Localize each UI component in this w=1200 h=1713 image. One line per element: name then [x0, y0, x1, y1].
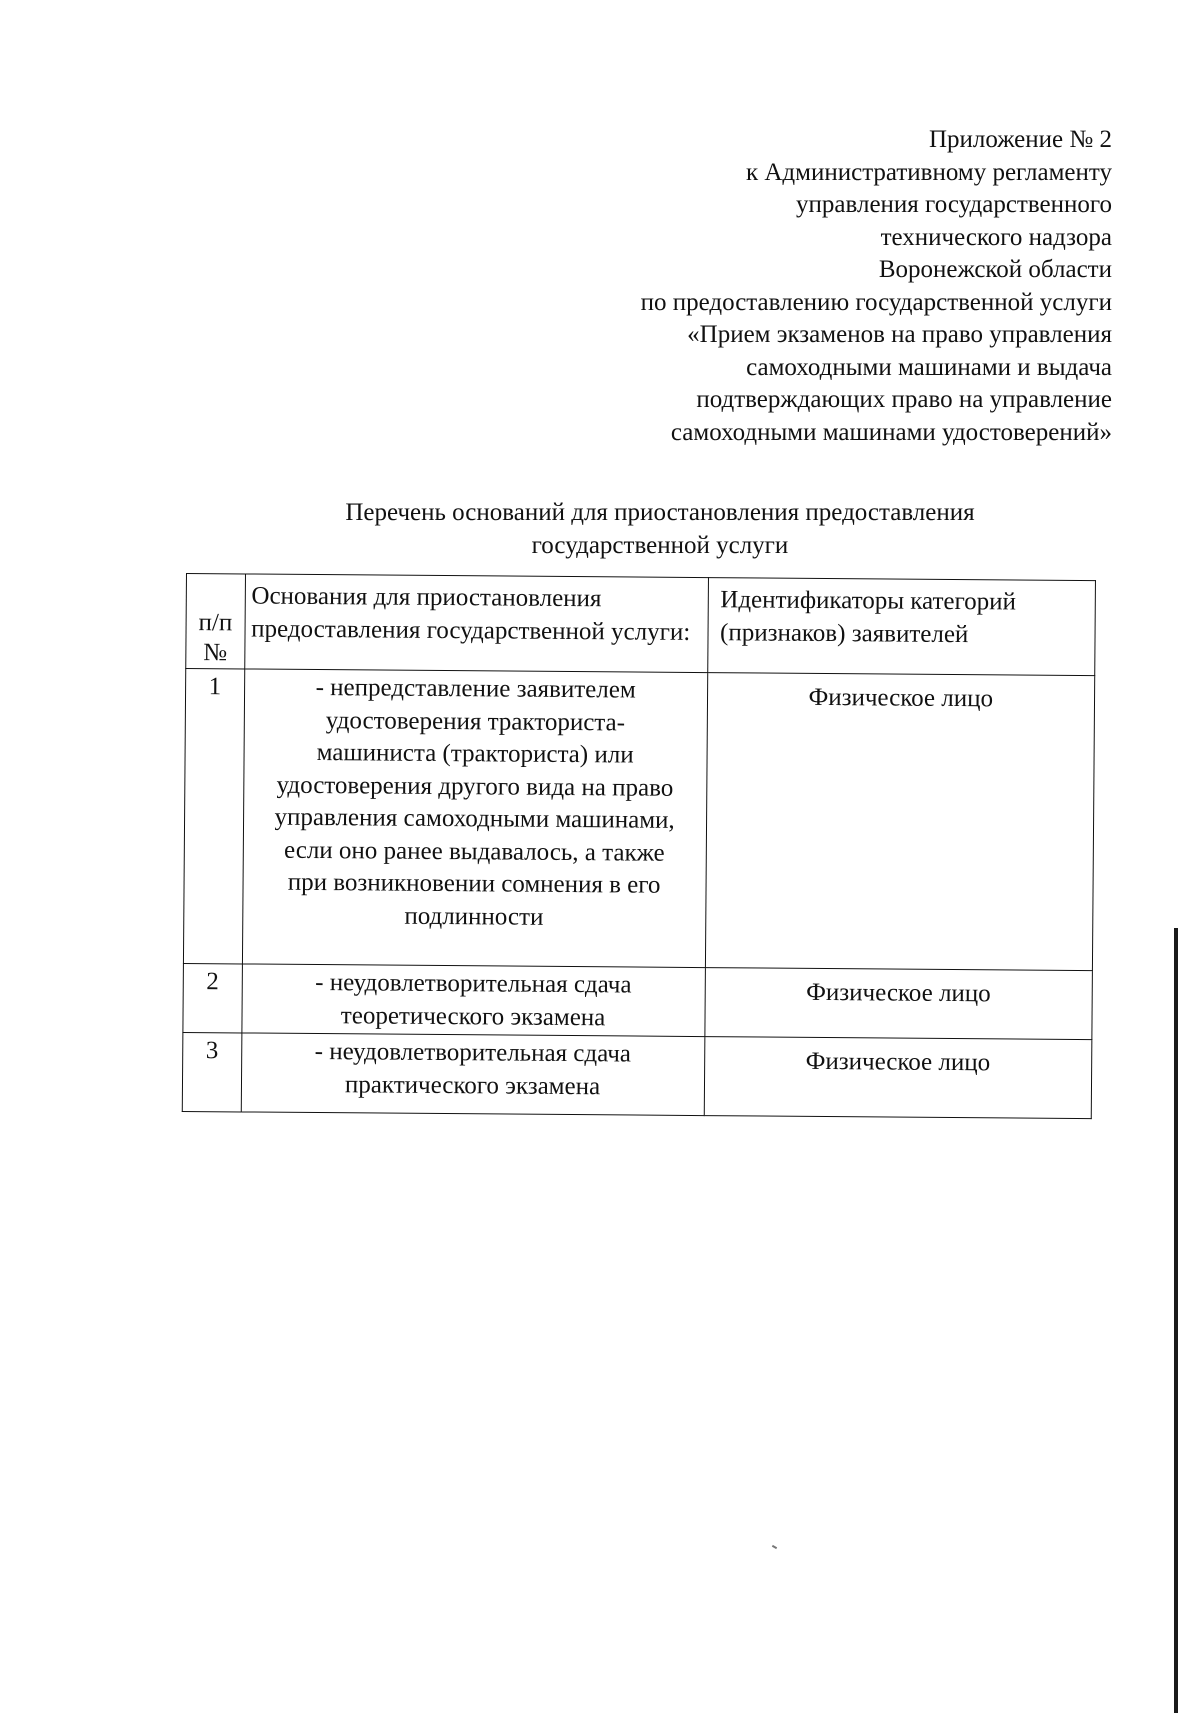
header-line: к Административному регламенту [745, 158, 1112, 186]
row-identifier: Физическое лицо [705, 673, 1095, 971]
table-row [183, 669, 1094, 971]
header-line: «Прием экзаменов на право управления [687, 321, 1112, 348]
row-identifier: Физическое лицо [704, 968, 1092, 1040]
row-number: 3 [182, 1032, 241, 1111]
header-line: по предоставлению государственной услуги [640, 288, 1112, 316]
header-line: самоходными машинами и выдача [746, 353, 1112, 381]
table-row [182, 1032, 1092, 1118]
header-line: самоходными машинами удостоверений» [670, 418, 1112, 446]
table-row [183, 963, 1093, 1039]
scan-speck [772, 1545, 777, 1549]
header-line: технического надзора [880, 223, 1112, 251]
table-header-row [186, 574, 1096, 676]
header-number-line-1: п/п [198, 609, 233, 637]
header-line: подтверждающих право на управление [696, 386, 1112, 413]
row-grounds: - неудовлетворительная сдача практического экзамена [241, 1033, 704, 1116]
row-number: 1 [183, 669, 244, 964]
header-line: Воронежской области [878, 256, 1112, 283]
header-identifiers: Идентификаторы категорий (признаков) заявителей [707, 578, 1095, 676]
header-number [186, 574, 245, 669]
row-grounds: - непредставление заявителем удостоверения тракториста-машиниста (тракториста) или удостоверения другого вида на право управления самоходными машинами, если оно ранее выдавалось, а также при возникновении сомнения в его подлинности [242, 669, 707, 968]
document-title [220, 496, 1100, 562]
appendix-header [472, 124, 1112, 449]
row-grounds: - неудовлетворительная сдача теоретического экзамена [242, 964, 705, 1037]
header-grounds: Основания для приостановления предоставления государственной услуги: [244, 574, 708, 673]
header-number-line-2: № [203, 639, 228, 667]
suspension-grounds-table [182, 573, 1096, 1119]
row-identifier: Физическое лицо [704, 1037, 1092, 1119]
row-number: 2 [183, 963, 242, 1032]
title-line-1: Перечень оснований для приостановления предоставления [345, 499, 975, 526]
scan-edge-line [1174, 928, 1178, 1713]
title-line-2: государственной услуги [531, 532, 789, 559]
header-line: управления государственного [796, 191, 1112, 218]
header-line: Приложение № 2 [928, 126, 1112, 153]
